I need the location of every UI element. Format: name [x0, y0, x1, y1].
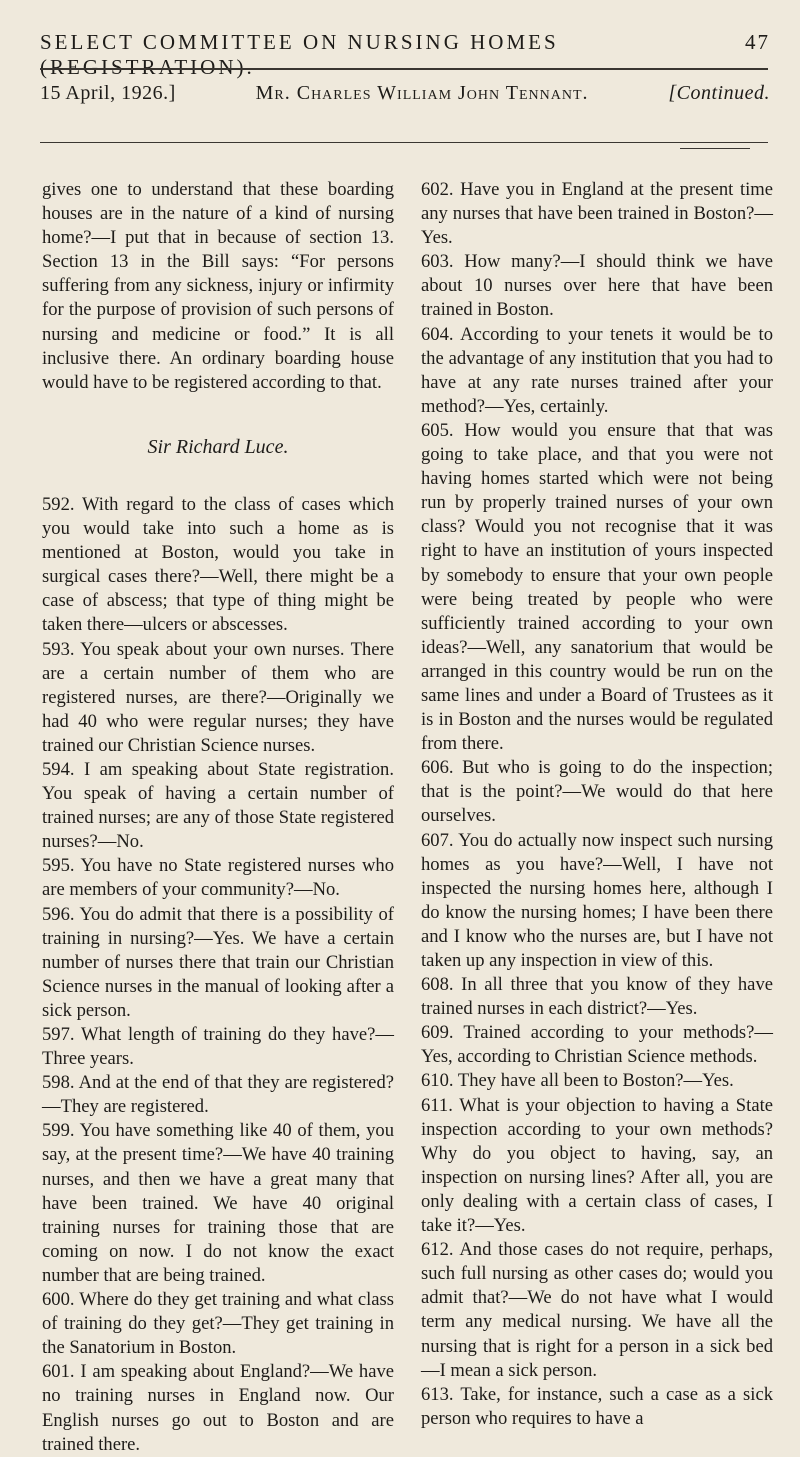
session-meta	[40, 82, 770, 105]
question-595: 595. You have no State registered nurses who are members of your community?—No.	[42, 855, 394, 901]
meta-rule	[40, 142, 768, 143]
question-602: 602. Have you in England at the present time any nurses that have been trained in Boston?—Yes.	[421, 179, 773, 249]
continued-label: [Continued.	[668, 82, 770, 104]
question-606: 606. But who is going to do the inspection; that is the point?—We would do that here ourselves.	[421, 757, 773, 827]
meta-rule-short	[680, 148, 750, 149]
page-number: 47	[745, 30, 770, 54]
running-head	[40, 30, 770, 80]
right-column	[421, 178, 773, 1431]
question-598: 598. And at the end of that they are registered?—They are registered.	[42, 1072, 394, 1118]
question-604: 604. According to your tenets it would be to the advantage of any institution that you had to have at any rate nurses trained after your method?—Yes, certainly.	[421, 323, 773, 417]
question-593: 593. You speak about your own nurses. There are a certain number of them who are registered nurses, are there?—Originally we had 40 who were regular nurses; they have trained our Christian Science nurses.	[42, 638, 394, 756]
question-603: 603. How many?—I should think we have about 10 nurses over here that have been trained in Boston.	[421, 251, 773, 321]
question-596: 596. You do admit that there is a possibility of training in nursing?—Yes. We have a certain number of nurses there that train our Christian Science nurses in the manual of looking after a sick person.	[42, 903, 394, 1021]
question-592: 592. With regard to the class of cases which you would take into such a home as is mentioned at Boston, would you take in surgical cases there?—Well, there might be a case of abscess; that type of thing might be taken there—ulcers or abscesses.	[42, 493, 394, 636]
question-594: 594. I am speaking about State registration. You speak of having a certain number of trained nurses; are any of those State registered nurses?—No.	[42, 758, 394, 853]
left-column	[42, 178, 394, 1457]
question-601: 601. I am speaking about England?—We have no training nurses in England now. Our English nurses go out to Boston and are trained there.	[42, 1361, 394, 1455]
question-613: 613. Take, for instance, such a case as a sick person who requires to have a	[421, 1383, 773, 1429]
question-609: 609. Trained according to your methods?—Yes, according to Christian Science methods.	[421, 1022, 773, 1068]
question-608: 608. In all three that you know of they have trained nurses in each district?—Yes.	[421, 974, 773, 1020]
question-605: 605. How would you ensure that that was going to take place, and that you were not having homes started which were not being run by properly trained nurses of your own class? Would you not recognise that it was right to have an institution of yours inspected by somebody to ensure that your own people were being treated by people who were sufficiently trained according to your own ideas?—Well, any sanatorium that would be arranged in this country would be run on the same lines and under a Board of Trustees as it is in Boston and the nurses would be regulated from there.	[421, 419, 773, 755]
question-607: 607. You do actually now inspect such nursing homes as you have?—Well, I have not inspected the nursing homes here, although I do know the nursing homes; I have been there and I know who the nurses are, but I have not taken up any inspection in view of this.	[421, 829, 773, 971]
header-rule	[40, 68, 768, 70]
speaker-heading: Sir Richard Luce.	[147, 435, 289, 458]
question-597: 597. What length of training do they have?—Three years.	[42, 1024, 394, 1070]
witness-name: Mr. Charles William John Tennant.	[255, 82, 589, 104]
document-title: SELECT COMMITTEE ON NURSING HOMES (REGISTRATION).	[40, 30, 559, 79]
opening-paragraph: gives one to understand that these boarding houses are in the nature of a kind of nursing home?—I put that in because of section 13. Section 13 in the Bill says: “For persons suffering from any sickness, injury or infirmity for the purpose of provision of such persons of nursing and medicine or food.” It is all inclusive there. An ordinary boarding house would have to be registered according to that.	[42, 179, 394, 393]
question-611: 611. What is your objection to having a State inspection according to your own methods? Why do you object to having, say, an inspection on nursing lines? After all, you are only dealing with a certain class of cases, I take it?—Yes.	[421, 1094, 773, 1237]
question-612: 612. And those cases do not require, perhaps, such full nursing as other cases do; would you admit that?—We do not have what I would term any medical nursing. We have all the nursing that is right for a person in a sick bed—I mean a sick person.	[421, 1239, 773, 1381]
question-599: 599. You have something like 40 of them, you say, at the present time?—We have 40 training nurses, and then we have a great many that have been trained. We have 40 original training nurses for training those that are coming on now. I do not know the exact number that are being trained.	[42, 1120, 394, 1286]
question-610: 610. They have all been to Boston?—Yes.	[421, 1070, 734, 1092]
question-600: 600. Where do they get training and what class of training do they get?—They get training in the Sanatorium in Boston.	[42, 1289, 394, 1359]
session-date: 15 April, 1926.]	[40, 82, 176, 104]
